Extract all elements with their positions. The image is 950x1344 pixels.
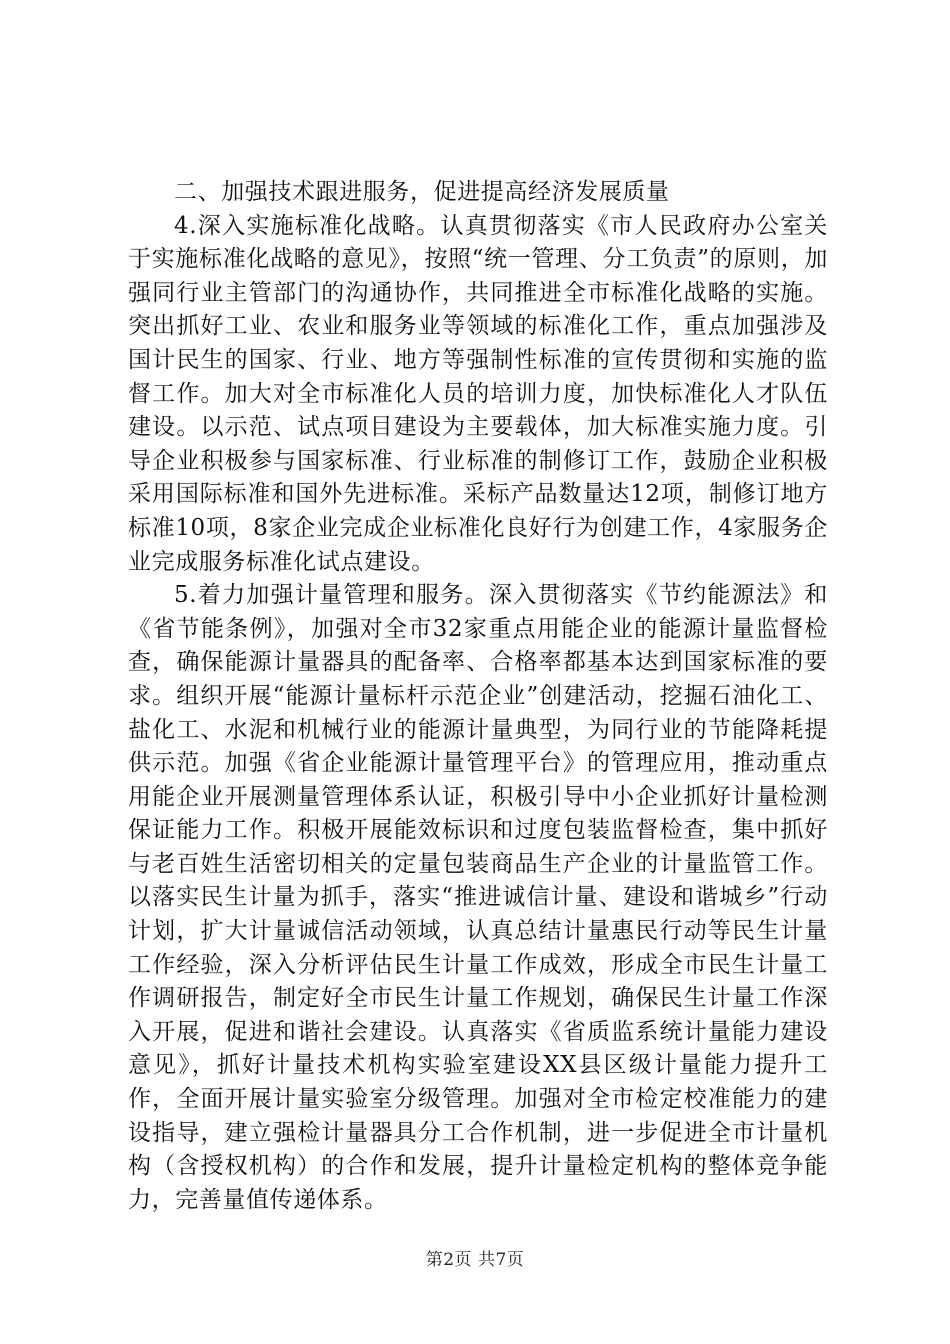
section-heading: 二、加强技术跟进服务，促进提高经济发展质量: [174, 179, 670, 205]
paragraph-standardization: 4.深入实施标准化战略。认真贯彻落实《市人民政府办公室关于实施标准化战略的意见》，按照“统一管理、分工负责”的原则，加强同行业主管部门的沟通协作，共同推进全市标准化战略的实施。突出抓好工业、农业和服务业等领域的标准化工作，重点加强涉及国计民生的国家、行业、地方等强制性标准的宣传贯彻和实施的监督工作。加大对全市标准化人员的培训力度，加快标准化人才队伍建设。以示范、试点项目建设为主要载体，加大标准实施力度。引导企业积极参与国家标准、行业标准的制修订工作，鼓励企业积极采用国际标准和国外先进标准。采标产品数量达12项，制修订地方标准10项，8家企业完成企业标准化良好行为创建工作，4家服务企业完成服务标准化试点建设。: [128, 212, 828, 575]
page-footer: [0, 1245, 950, 1270]
paragraph-metrology: 5.着力加强计量管理和服务。深入贯彻落实《节约能源法》和《省节能条例》，加强对全市32家重点用能企业的能源计量监督检查，确保能源计量器具的配备率、合格率都基本达到国家标准的要求。组织开展“能源计量标杆示范企业”创建活动，挖掘石油化工、盐化工、水泥和机械行业的能源计量典型，为同行业的节能降耗提供示范。加强《省企业能源计量管理平台》的管理应用，推动重点用能企业开展测量管理体系认证，积极引导中小企业抓好计量检测保证能力工作。积极开展能效标识和过度包装监督检查，集中抓好与老百姓生活密切相关的定量包装商品生产企业的计量监管工作。以落实民生计量为抓手，落实“推进诚信计量、建设和谐城乡”行动计划，扩大计量诚信活动领域，认真总结计量惠民行动等民生计量工作经验，深入分析评估民生计量工作成效，形成全市民生计量工作调研报告，制定好全市民生计量工作规划，确保民生计量工作深入开展，促进和谐社会建设。认真落实《省质监系统计量能力建设意见》，抓好计量技术机构实验室建设XX县区级计量能力提升工作，全面开展计量实验室分级管理。加强对全市检定校准能力的建设指导，建立强检计量器具分工合作机制，进一步促进全市计量机构（含授权机构）的合作和发展，提升计量检定机构的整体竞争能力，完善量值传递体系。: [128, 582, 828, 1213]
page-number: 第2页 共7页: [425, 1250, 525, 1270]
document-body: [128, 176, 828, 1217]
